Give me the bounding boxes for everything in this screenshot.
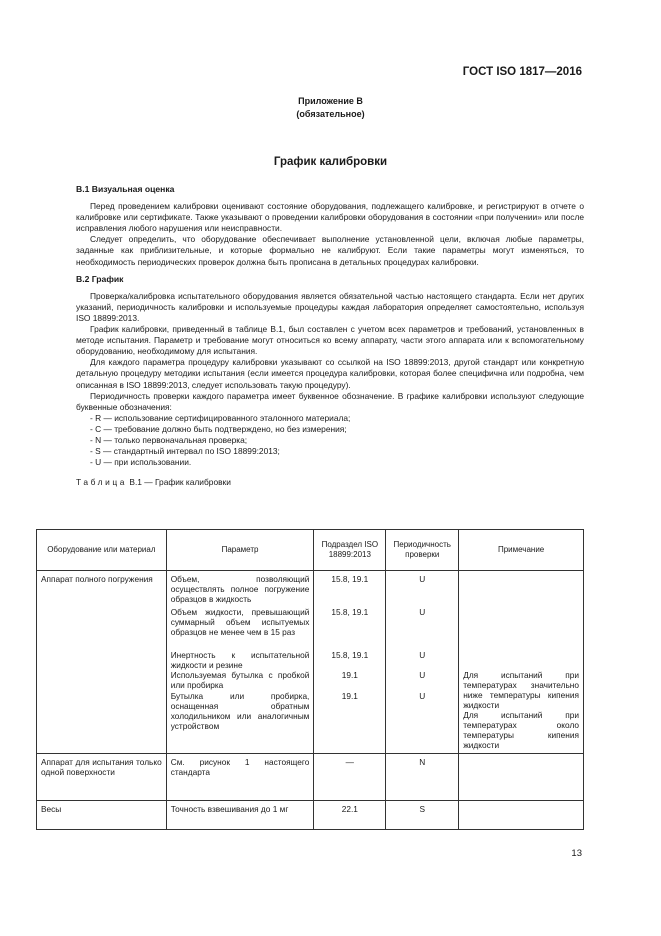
table-row bbox=[37, 571, 584, 754]
standard-header: ГОСТ ISO 1817—2016 bbox=[462, 66, 582, 78]
parameter-item: Инертность к испытательной жидкости и резине bbox=[170, 650, 310, 670]
code-item: - С — требование должно быть подтверждено, но без измерения; bbox=[90, 423, 347, 434]
code-item: - U — при использовании. bbox=[90, 457, 192, 468]
note-cell bbox=[459, 801, 584, 830]
periodicity-item: U bbox=[419, 691, 426, 701]
b1-paragraph-2: Следует определить, что оборудование обеспечивает выполнение установленной цели, включая любые параметры, заданные как приблизительные, и которые формально не калибруют. Если такие параметры могут изменяться, то необходимость периодических проверок должна быть прописана в детальных процедурах калибровки. bbox=[76, 234, 584, 267]
parameter-item: Объем жидкости, превышающий суммарный объем испытуемых образцов не менее чем в 15 раз bbox=[170, 607, 310, 637]
column-header-periodicity: Периодичность проверки bbox=[386, 530, 459, 571]
subsection-cell: — bbox=[314, 754, 386, 801]
code-item: - S — стандартный интервал по ISO 18899:2013; bbox=[90, 446, 280, 457]
page-number: 13 bbox=[571, 848, 582, 859]
periodicity-item: U bbox=[419, 574, 426, 584]
equipment-cell: Аппарат для испытания только одной поверхности bbox=[37, 754, 167, 801]
subsection-cell bbox=[314, 571, 386, 754]
b2-heading: В.2 График bbox=[76, 273, 124, 284]
code-list bbox=[76, 413, 584, 468]
periodicity-item: U bbox=[419, 607, 426, 617]
subsection-cell: 22.1 bbox=[314, 801, 386, 830]
code-item: - N — только первоначальная проверка; bbox=[90, 434, 248, 445]
column-header-note: Примечание bbox=[459, 530, 584, 571]
parameter-item: Объем, позволяющий осуществлять полное погружение образцов в жидкость bbox=[170, 574, 310, 604]
table-row bbox=[37, 801, 584, 830]
column-header-equipment: Оборудование или материал bbox=[37, 530, 167, 571]
section-title: График калибровки bbox=[273, 156, 388, 168]
parameter-item: Используемая бутылка с пробкой или пробирка bbox=[170, 670, 310, 690]
body-text bbox=[76, 184, 584, 496]
b2-paragraph-4: Периодичность проверки каждого параметра имеет буквенное обозначение. В графике калибровки используют следующие буквенные обозначения: bbox=[76, 390, 584, 412]
periodicity-cell: S bbox=[386, 801, 459, 830]
equipment-cell: Аппарат полного погружения bbox=[37, 571, 167, 754]
b2-paragraph-3: Для каждого параметра процедуру калибровки указывают со ссылкой на ISO 18899:2013, другой стандарт или конкретную детальную процедуру методики испытания (если имеется процедура калибровки, которая более специфична или подробна, чем описанная в ISO 18899:2013, следует использовать такую процедуру). bbox=[76, 357, 584, 390]
column-header-parameter: Параметр bbox=[166, 530, 314, 571]
table-caption bbox=[76, 477, 584, 488]
table-caption-label: Таблица bbox=[76, 477, 128, 488]
parameter-cell bbox=[166, 571, 314, 754]
note-cell bbox=[459, 754, 584, 801]
subsection-item: 19.1 bbox=[341, 670, 358, 680]
parameter-cell: Точность взвешивания до 1 мг bbox=[166, 801, 314, 830]
b2-paragraph-2: График калибровки, приведенный в таблице В.1, был составлен с учетом всех параметров и требований, установленных в методе испытания. Параметр и требование могут относиться ко всему аппарату, части этого аппарата или к вспомогательному оборудованию, необходимому для испытания. bbox=[76, 324, 584, 357]
note-cell bbox=[459, 571, 584, 754]
parameter-cell: См. рисунок 1 настоящего стандарта bbox=[166, 754, 314, 801]
note-item: Для испытаний при температурах около температуры кипения жидкости bbox=[463, 710, 579, 750]
parameter-item: Бутылка или пробирка, оснащенная обратным холодильником или аналогичным устройством bbox=[170, 691, 310, 731]
periodicity-item: U bbox=[419, 670, 426, 680]
periodicity-item: U bbox=[419, 650, 426, 660]
equipment-cell: Весы bbox=[37, 801, 167, 830]
code-item: - R — использование сертифицированного эталонного материала; bbox=[90, 412, 351, 423]
table-row bbox=[37, 754, 584, 801]
subsection-item: 15.8, 19.1 bbox=[331, 650, 369, 660]
b1-paragraph-1: Перед проведением калибровки оценивают состояние оборудования, подлежащего калибровке, и регистрируют в отчете о калибровке или сертификате. Также указывают о проведении калибровки оборудования в состоянии «при получении» или после исправления любого нарушения или неисправности. bbox=[76, 201, 584, 234]
note-item: Для испытаний при температурах значительно ниже температуры кипения жидкости bbox=[463, 670, 579, 710]
subsection-item: 15.8, 19.1 bbox=[331, 574, 369, 584]
b1-heading: В.1 Визуальная оценка bbox=[76, 184, 175, 194]
calibration-table bbox=[36, 529, 584, 830]
column-header-subsection: Подраздел ISO 18899:2013 bbox=[314, 530, 386, 571]
table-caption-text: В.1 — График калибровки bbox=[129, 477, 231, 488]
table-header-row bbox=[37, 530, 584, 571]
b2-paragraph-1: Проверка/калибровка испытательного оборудования является обязательной частью настоящего стандарта. Если нет других указаний, периодичность калибровки и используемые процедуры каждая лаборатория определяет самостоятельно, используя ISO 18899:2013. bbox=[76, 290, 584, 323]
subsection-item: 15.8, 19.1 bbox=[331, 607, 369, 617]
subsection-item: 19.1 bbox=[341, 691, 358, 701]
periodicity-cell: N bbox=[386, 754, 459, 801]
periodicity-cell bbox=[386, 571, 459, 754]
annex-subtitle: (обязательное) bbox=[296, 109, 365, 119]
annex-title: Приложение В bbox=[298, 96, 363, 106]
